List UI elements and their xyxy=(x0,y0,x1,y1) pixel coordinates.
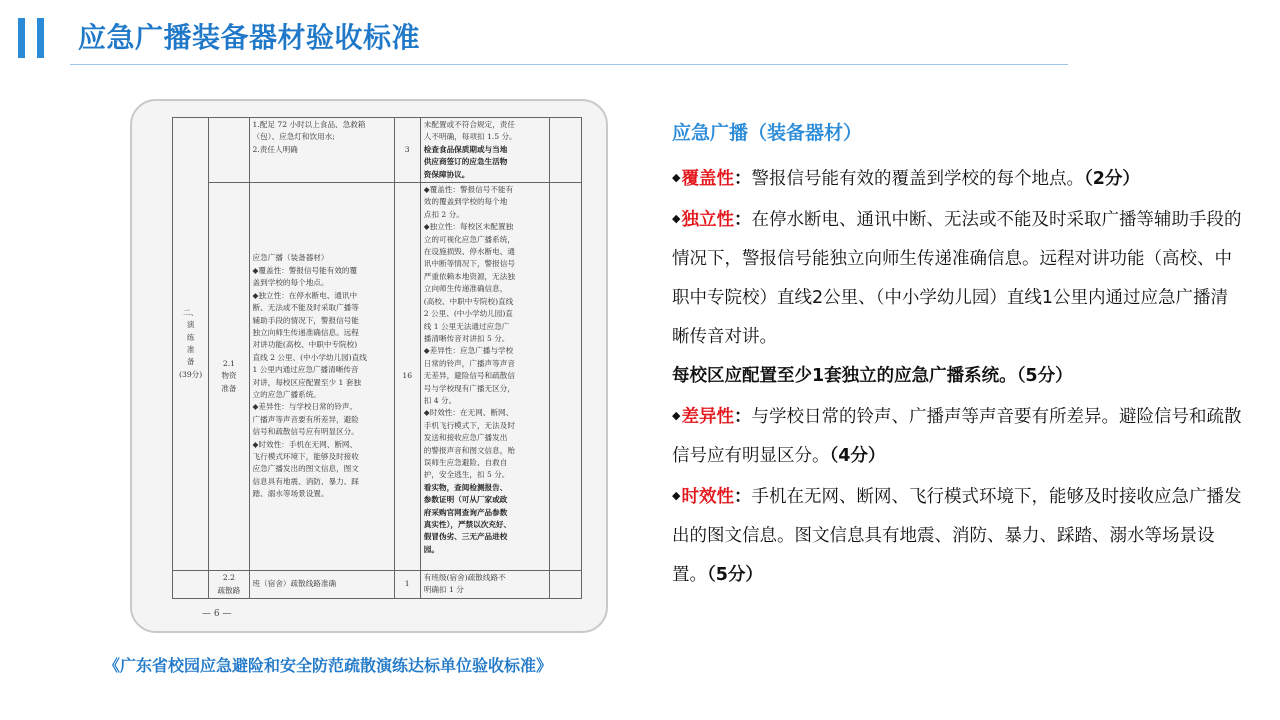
page-title: 应急广播装备器材验收标准 xyxy=(78,21,421,54)
document-table-area xyxy=(172,117,582,597)
table-cell-requirement: 应急广播（装备器材） ◆覆盖性：警报信号能有效的覆 盖到学校的每个地点。 ◆独立性：在停水断电、通讯中 断、无法或不能及时采取广播等 辅助手段的情况下，警报信号能 独立向师生传递准确信息。远程 对讲功能(高校、中职中专院校) 直线 2 公里、(中小学幼儿园)直线 1 公里内通过应急广播清晰传音 对讲，每校区应配置至少 1 套独 立的应急广播系统。 ◆差异性：与学校日常的铃声、 广播声等声音要有所差异，避险 信号和疏散信号应有明显区分。 ◆时效性：手机在无网、断网、 飞行模式环境下，能够及时接收 应急广播发出的图文信息，图文 信息具有地震、消防、暴力、踩 踏、溺水等场景设置。 xyxy=(249,183,394,571)
criterion-score: （4分） xyxy=(829,446,886,466)
table-cell-method: 有班级(宿舍)疏散线路不 明确扣 1 分 xyxy=(420,571,549,599)
table-cell-item: 2.1 物资 准备 xyxy=(209,183,249,571)
table-cell-item xyxy=(209,118,249,183)
title-divider xyxy=(70,64,1068,65)
criterion-keyword: 时效性 xyxy=(681,487,734,507)
criterion-score: （5分） xyxy=(1016,366,1073,386)
criterion-coverage xyxy=(672,158,1242,199)
criterion-score: （5分） xyxy=(707,565,763,585)
scanned-document-image xyxy=(130,99,608,633)
criterion-text: 与学校日常的铃声、广播声等声音要有所差异。避险信号和疏散信号应有明显区分。 xyxy=(672,407,1242,466)
criterion-colon: ： xyxy=(733,487,752,507)
method-text-bold: 看实物，查阅检测报告、 参数证明（可从厂家或政 府采购官网查询产品参数 真实性），严禁以次充好、 假冒伪劣、三无产品进校 园。 xyxy=(423,482,512,554)
criterion-keyword: 差异性 xyxy=(681,407,734,427)
table-cell-section: 二、 演 练 准 备 (39分) xyxy=(173,118,209,571)
diamond-bullet-icon: ◆ xyxy=(672,489,681,502)
criterion-colon: ： xyxy=(733,210,752,230)
criteria-heading: 应急广播（装备器材） xyxy=(672,122,863,144)
table-row xyxy=(173,571,582,599)
diamond-bullet-icon: ◆ xyxy=(672,409,681,422)
table-cell-requirement: 1.配足 72 小时以上食品、急救箱 （包）、应急灯和饮用水; 2.责任人明确 xyxy=(249,118,394,183)
criteria-panel xyxy=(672,118,1242,595)
table-cell-score: 16 xyxy=(394,183,420,571)
standards-table xyxy=(172,117,582,599)
criterion-score: （2分） xyxy=(1083,169,1140,189)
document-caption: 《广东省校园应急避险和安全防范疏散演练达标单位验收标准》 xyxy=(104,656,553,675)
method-text-bold: 检查食品保质期或与当地 供应商签订的应急生活物 资保障协议。 xyxy=(423,144,508,179)
diamond-bullet-icon: ◆ xyxy=(672,171,681,184)
table-cell-section xyxy=(173,571,209,599)
table-cell-method xyxy=(420,183,549,571)
criterion-text: 手机在无网、断网、飞行模式环境下，能够及时接收应急广播发出的图文信息。图文信息具有地震、消防、暴力、踩踏、溺水等场景设置。 xyxy=(672,487,1242,585)
method-text: ◆覆盖性：警报信号不能有 效的覆盖到学校的每个地 点扣 2 分。 ◆独立性：每校区未配置独 立的可视化应急广播系统， 在设施损毁、停水断电、通 讯中断等情况下，警报信号 严重依赖本地资源，无法独 立向师生传递准确信息， (高校、中职中专院校)直线 2 公里、(中小学幼儿园)直 线 1 公里无法通过应急广 播清晰传音对讲扣 5 分。 ◆差异性：应急广播与学校 日常的铃声，广播声等声音 无差异，避险信号和疏散信 号与学校现有广播无区分， 扣 4 分。 ◆时效性：在无网、断网、 手机飞行模式下，无法及时 发送和接收应急广播发出 的警报声音和图文信息，贻 误师生应急避险、自救自 护，安全逃生，扣 5 分。 xyxy=(423,185,515,480)
method-text: 未配置或不符合规定，责任 人不明确，每项扣 1.5 分。 xyxy=(423,120,517,142)
table-row xyxy=(173,118,582,183)
document-page-number: — 6 — xyxy=(202,609,232,619)
criterion-difference xyxy=(672,396,1242,476)
criterion-independence xyxy=(672,199,1242,396)
table-cell-blank xyxy=(549,118,581,183)
table-cell-blank xyxy=(549,183,581,571)
criterion-colon: ： xyxy=(733,169,752,189)
title-accent-bar-2 xyxy=(37,18,44,58)
criterion-timeliness xyxy=(672,476,1242,595)
criterion-bold-requirement: 每校区应配置至少1套独立的应急广播系统。 xyxy=(672,366,1017,386)
criterion-keyword: 独立性 xyxy=(681,210,734,230)
title-accent-bar-1 xyxy=(18,18,25,58)
criterion-text: 在停水断电、通讯中断、无法或不能及时采取广播等辅助手段的情况下，警报信号能独立向师生传递准确信息。远程对讲功能（高校、中职中专院校）直线2公里、（中小学幼儿园）直线1公里内通过应急广播清晰传音对讲。 xyxy=(672,210,1242,347)
table-cell-score: 1 xyxy=(394,571,420,599)
diamond-bullet-icon: ◆ xyxy=(672,212,681,225)
table-row xyxy=(173,183,582,571)
criterion-colon: ： xyxy=(733,407,752,427)
table-cell-requirement: 班（宿舍）疏散线路准确 xyxy=(249,571,394,599)
table-cell-score: 3 xyxy=(394,118,420,183)
table-cell-blank xyxy=(549,571,581,599)
criterion-text: 警报信号能有效的覆盖到学校的每个地点。 xyxy=(751,169,1084,189)
table-cell-item: 2.2 疏散路 xyxy=(209,571,249,599)
criterion-keyword: 覆盖性 xyxy=(681,169,734,189)
table-cell-method xyxy=(420,118,549,183)
